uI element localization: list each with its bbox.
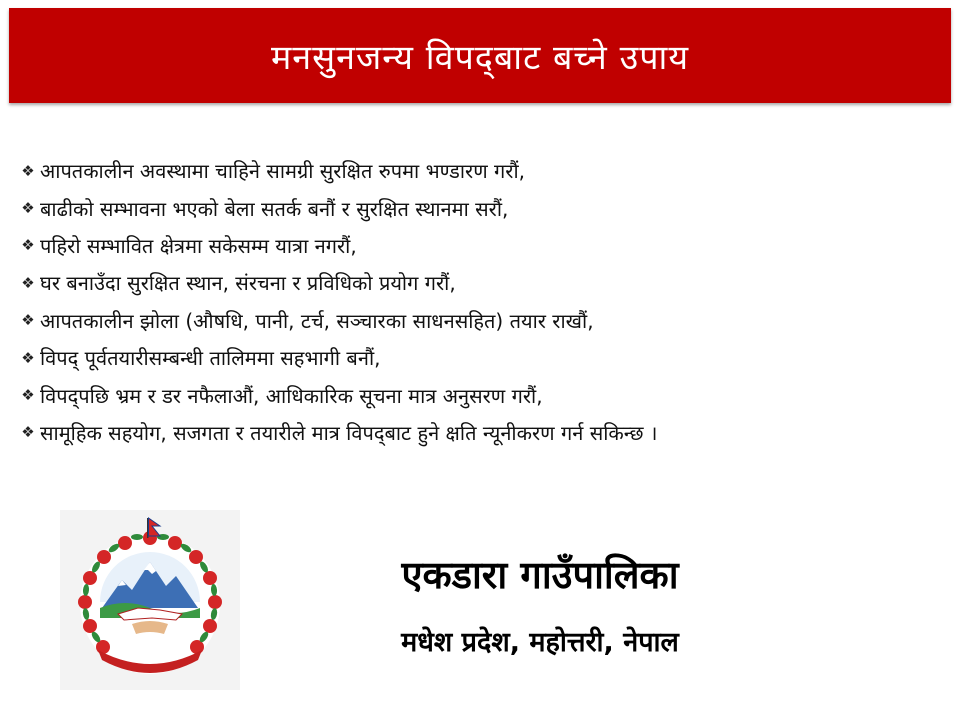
list-item [20,339,940,376]
list-item [20,264,940,301]
diamond-bullet-icon: ❖ [21,386,35,405]
diamond-bullet-icon: ❖ [21,423,35,442]
list-item-text: सामूहिक सहयोग, सजगता र तयारीले मात्र विपद्‌बाट हुने क्षति न्यूनीकरण गर्न सकिन्छ । [40,420,658,445]
municipality-name: एकडारा गाउँपालिका [401,553,679,597]
diamond-bullet-icon: ❖ [21,199,35,218]
list-item-text: बाढीको सम्भावना भएको बेला सतर्क बनौं र सुरक्षित स्थानमा सरौं, [40,196,509,221]
list-item [20,302,940,339]
list-item [20,152,940,189]
municipality-address: मधेश प्रदेश, महोत्तरी, नेपाल [401,627,679,658]
diamond-bullet-icon: ❖ [21,161,35,180]
diamond-bullet-icon: ❖ [21,348,35,367]
safety-measures-list [20,152,940,451]
page-title: मनसुनजन्य विपद्‌बाट बच्ने उपाय [270,37,690,78]
list-item-text: विपद्‌पछि भ्रम र डर नफैलाऔं, आधिकारिक सूचना मात्र अनुसरण गरौं, [40,383,543,408]
list-item-text: आपतकालीन झोला (औषधि, पानी, टर्च, सञ्चारका साधनसहित) तयार राखौं, [40,308,594,333]
list-item [20,376,940,413]
list-item-text: पहिरो सम्भावित क्षेत्रमा सकेसम्म यात्रा नगरौं, [40,233,357,258]
list-item [20,227,940,264]
list-item-text: घर बनाउँदा सुरक्षित स्थान, संरचना र प्रविधिको प्रयोग गरौं, [40,271,456,296]
diamond-bullet-icon: ❖ [21,273,35,292]
coat-of-arms-icon [60,510,240,690]
list-item [20,189,940,226]
diamond-bullet-icon: ❖ [21,311,35,330]
list-item-text: आपतकालीन अवस्थामा चाहिने सामग्री सुरक्षित रुपमा भण्डारण गरौं, [40,159,525,184]
title-banner [9,8,951,103]
list-item-text: विपद् पूर्वतयारीसम्बन्धी तालिममा सहभागी बनौं, [40,346,381,371]
diamond-bullet-icon: ❖ [21,236,35,255]
list-item [20,414,940,451]
